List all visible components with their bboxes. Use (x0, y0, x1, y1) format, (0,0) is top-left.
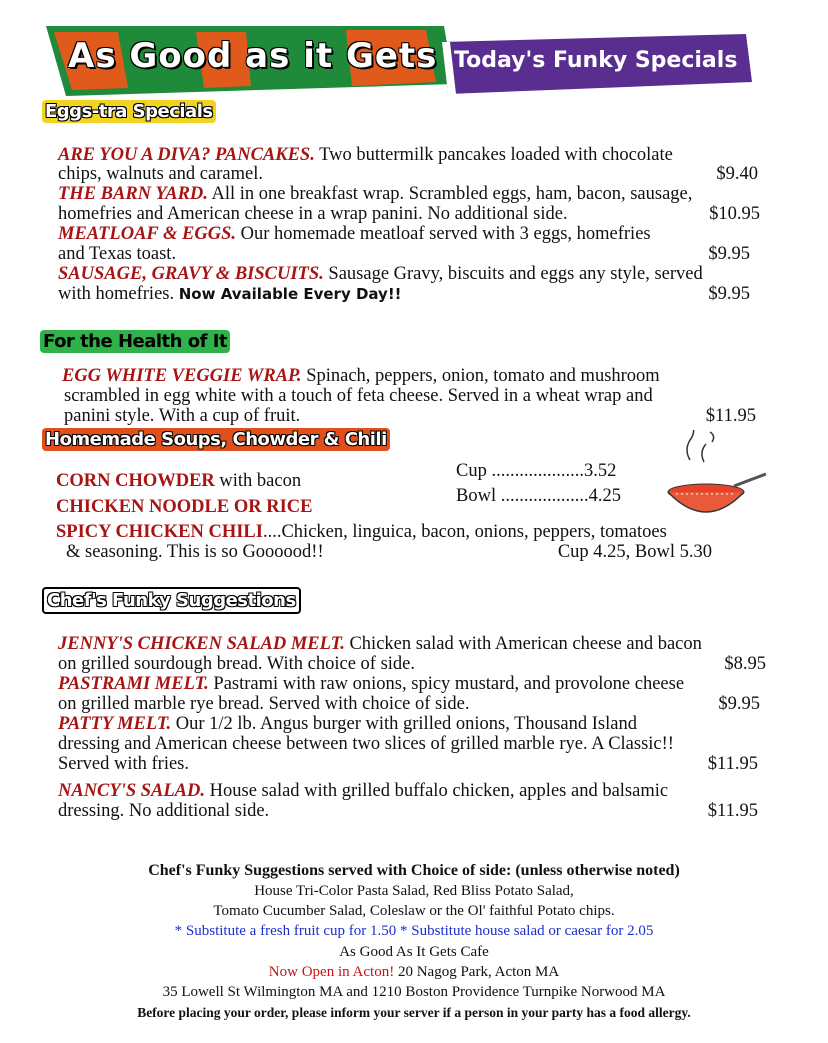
section-health-header: For the Health of It (40, 330, 230, 353)
nancy-price: $11.95 (707, 801, 758, 821)
banner-subtitle: Today's Funky Specials (454, 48, 738, 73)
patty-name: PATTY MELT. (58, 714, 172, 734)
sausage-line1 (58, 264, 703, 284)
noodle-line (56, 497, 312, 517)
meat-desc1: Our homemade meatloaf served with 3 eggs, homefries (240, 224, 651, 244)
footer-side-title: Chef's Funky Suggestions served with Choice of side: (unless otherwise noted) (148, 862, 680, 879)
footer-side-list1: House Tri-Color Pasta Salad, Red Bliss Potato Salad, (254, 883, 574, 899)
sausage-price: $9.95 (708, 284, 750, 304)
chili-line1 (56, 522, 667, 542)
footer-substitute: * Substitute a fresh fruit cup for 1.50 * Substitute house salad or caesar for 2.05 (174, 923, 654, 939)
barn-line1 (58, 184, 692, 204)
nancy-desc1: House salad with grilled buffalo chicken, apples and balsamic (209, 781, 669, 801)
bowl-line: Bowl ...................4.25 (456, 486, 621, 506)
noodle-name: CHICKEN NOODLE OR RICE (56, 497, 313, 517)
section-soups-header: Homemade Soups, Chowder & Chili (42, 428, 390, 451)
patty-desc3: Served with fries. (58, 754, 190, 774)
wrap-line1 (62, 366, 660, 386)
jenny-desc1: Chicken salad with American cheese and bacon (349, 634, 702, 654)
pastrami-name: PASTRAMI MELT. (58, 674, 209, 694)
barn-price: $10.95 (709, 204, 760, 224)
chili-price: Cup 4.25, Bowl 5.30 (557, 542, 712, 562)
wrap-desc3: panini style. With a cup of fruit. (64, 406, 301, 426)
patty-price: $11.95 (707, 754, 758, 774)
nancy-name: NANCY'S SALAD. (58, 781, 206, 801)
sausage-line2 (58, 284, 402, 304)
corn-name: CORN CHOWDER (56, 471, 215, 491)
barn-name: THE BARN YARD. (58, 184, 208, 204)
pastrami-desc2: on grilled marble rye bread. Served with choice of side. (58, 694, 470, 714)
footer-acton-line (0, 964, 828, 981)
sausage-highlight: Now Available Every Day!! (178, 285, 402, 303)
diva-desc2: chips, walnuts and caramel. (58, 164, 263, 184)
meat-name: MEATLOAF & EGGS. (58, 224, 237, 244)
patty-line1 (58, 714, 637, 734)
section-chef-header: Chef's Funky Suggestions (42, 587, 301, 614)
diva-price: $9.40 (716, 164, 758, 184)
patty-desc1: Our 1/2 lb. Angus burger with grilled onions, Thousand Island (175, 714, 637, 734)
jenny-desc2: on grilled sourdough bread. With choice of side. (58, 654, 416, 674)
cup-line: Cup ....................3.52 (456, 461, 617, 481)
diva-line1 (58, 145, 673, 165)
barn-desc2: homefries and American cheese in a wrap panini. No additional side. (58, 204, 568, 224)
sausage-desc1: Sausage Gravy, biscuits and eggs any style, served (328, 264, 703, 284)
nancy-line1 (58, 781, 668, 801)
nancy-desc2: dressing. No additional side. (58, 801, 270, 821)
footer-side-list2: Tomato Cucumber Salad, Coleslaw or the Ol' faithful Potato chips. (213, 903, 615, 919)
jenny-line1 (58, 634, 702, 654)
section-eggs-header: Eggs-tra Specials (42, 100, 216, 123)
footer-acton-address: 20 Nagog Park, Acton MA (394, 964, 560, 980)
chili-desc1: ....Chicken, linguica, bacon, onions, peppers, tomatoes (262, 522, 667, 542)
wrap-desc2: scrambled in egg white with a touch of feta cheese. Served in a wheat wrap and (64, 386, 653, 406)
footer-acton-new: Now Open in Acton! (268, 964, 395, 980)
footer-allergy-note: Before placing your order, please inform your server if a person in your party has a food allergy. (137, 1005, 691, 1020)
chili-name: SPICY CHICKEN CHILI (56, 522, 263, 542)
jenny-price: $8.95 (724, 654, 766, 674)
footer-cafe-name: As Good As It Gets Cafe (339, 944, 489, 960)
diva-desc1: Two buttermilk pancakes loaded with chocolate (319, 145, 673, 165)
meat-line1 (58, 224, 651, 244)
corn-suffix: with bacon (219, 471, 302, 491)
wrap-price: $11.95 (705, 406, 756, 426)
wrap-desc1: Spinach, peppers, onion, tomato and mushroom (306, 366, 660, 386)
sausage-desc2: with homefries. (58, 284, 175, 304)
jenny-name: JENNY'S CHICKEN SALAD MELT. (58, 634, 345, 654)
sausage-name: SAUSAGE, GRAVY & BISCUITS. (58, 264, 324, 284)
chili-desc2: & seasoning. This is so Goooood!! (66, 542, 324, 562)
meat-price: $9.95 (708, 244, 750, 264)
soup-bowl-icon (660, 430, 770, 530)
diva-name: ARE YOU A DIVA? PANCAKES. (58, 145, 315, 165)
corn-line (56, 471, 301, 491)
barn-desc1: All in one breakfast wrap. Scrambled eggs, ham, bacon, sausage, (211, 184, 693, 204)
footer-locations: 35 Lowell St Wilmington MA and 1210 Boston Providence Turnpike Norwood MA (162, 984, 666, 1000)
patty-desc2: dressing and American cheese between two slices of grilled marble rye. A Classic!! (58, 734, 674, 754)
pastrami-desc1: Pastrami with raw onions, spicy mustard, and provolone cheese (213, 674, 685, 694)
banner-title: As Good as it Gets (68, 36, 438, 76)
wrap-name: EGG WHITE VEGGIE WRAP. (62, 366, 302, 386)
meat-desc2: and Texas toast. (58, 244, 177, 264)
pastrami-price: $9.95 (718, 694, 760, 714)
pastrami-line1 (58, 674, 684, 694)
